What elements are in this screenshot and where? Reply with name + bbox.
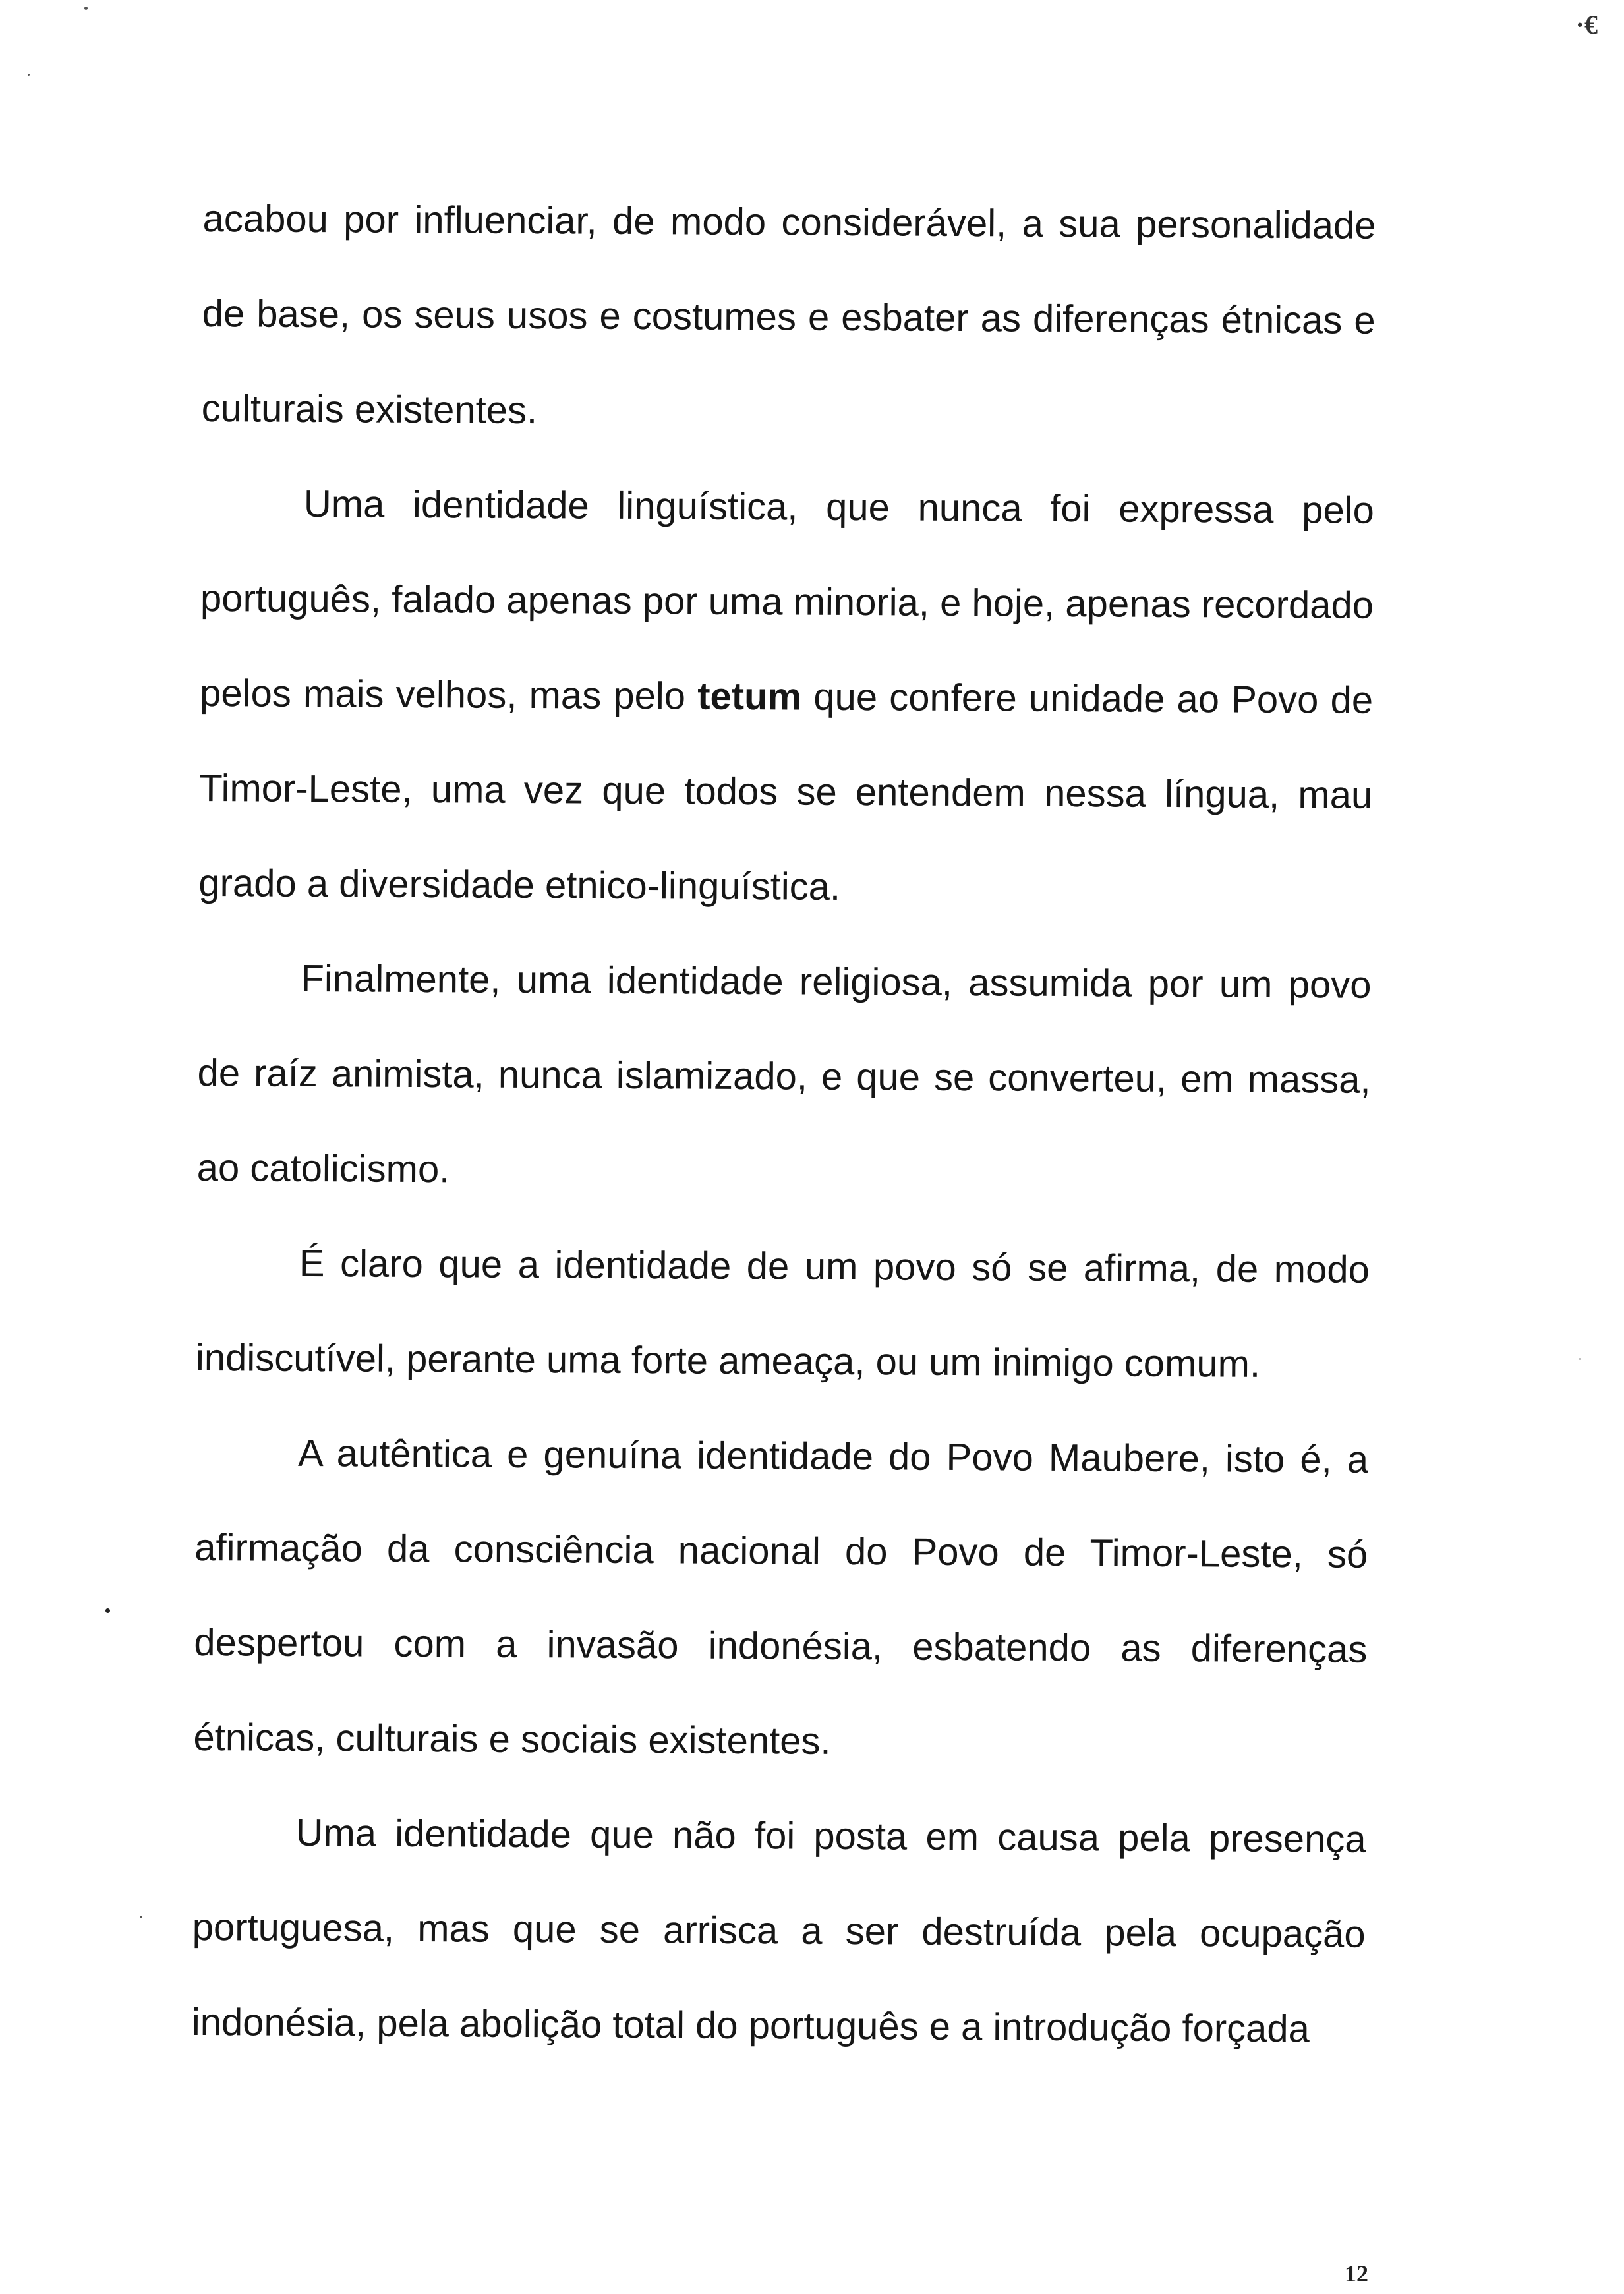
scan-speck [84,7,88,10]
scan-speck [28,74,30,76]
paragraph-text: Uma identidade linguística, que nunca foi expressa pelo português, falado apenas por uma minoria, e hoje, apenas recordado pelos mais velhos, mas pelo [199,482,1375,718]
paragraph-text: acabou por influenciar, de modo considerável, a sua personalidade de base, os seus usos e costumes e esbater as diferenças étnicas e culturais existentes. [201,196,1376,432]
scan-speck [105,1608,110,1613]
bold-term-tetum: tetum [697,674,802,719]
paragraph-text: É claro que a identidade de um povo só se afirma, de modo indiscutível, perante uma forte ameaça, ou um inimigo comum. [195,1241,1370,1386]
paragraph-text: Finalmente, uma identidade religiosa, assumida por um povo de raíz animista, nunca islamizado, e que se converteu, em massa, ao catolicismo. [196,956,1372,1191]
scan-speck [140,1916,142,1918]
paragraph-text: Uma identidade que não foi posta em causa pela presença portuguesa, mas que se arrisca a ser destruída pela ocupação indonésia, pela abolição total do português e a introdução forçada [191,1811,1366,2051]
paragraph-religious-identity [196,931,1372,1223]
paragraph-continuation [201,171,1376,463]
corner-scan-mark: ·€ [1575,10,1598,40]
paragraph-maubere-identity [193,1405,1368,1792]
scan-speck [1579,1358,1581,1360]
paragraph-indonesian-occupation [191,1785,1366,2077]
paragraph-linguistic-identity [198,456,1374,938]
paragraph-identity-threat [196,1216,1370,1413]
paragraph-text: que confere unidade ao Povo de Timor-Leste, uma vez que todos se entendem nessa língua, mau grado a diversidade etnico-linguística. [198,675,1374,908]
paragraph-text: A autêntica e genuína identidade do Povo Maubere, isto é, a afirmação da consciência nacional do Povo de Timor-Leste, só despertou com a invasão indonésia, esbatendo as diferenças étnicas, culturais e sociais existentes. [193,1431,1369,1763]
page-number: 12 [1345,2260,1368,2287]
body-text [191,171,1376,2077]
